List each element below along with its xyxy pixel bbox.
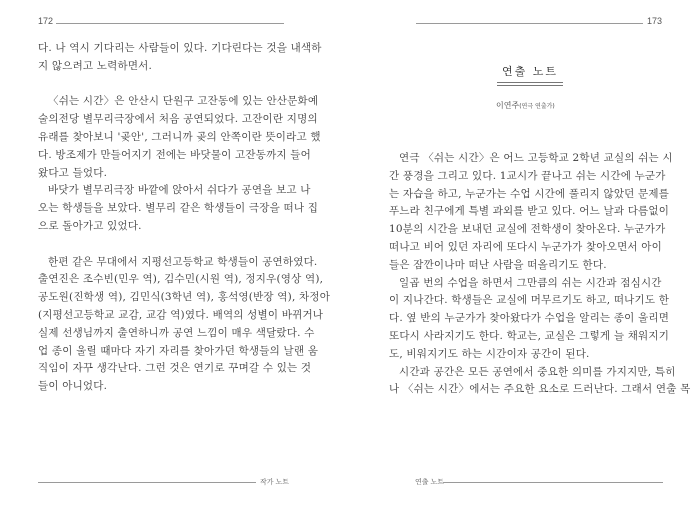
text-line: 10분의 시간을 보내던 교실에 전학생이 찾아온다. 누군가가	[389, 223, 666, 236]
text-line: 바닷가 별무리극장 바깥에 앉아서 쉬다가 공연을 보고 나	[48, 184, 311, 197]
text-line: 〈쉬는 시간〉은 안산시 단원구 고잔동에 있는 안산문화예	[48, 95, 319, 108]
left-body-text	[38, 40, 331, 396]
text-line: 들이 아니었다.	[38, 380, 108, 393]
header-rule	[416, 23, 643, 24]
text-line: 이 지나간다. 학생들은 교실에 머무르기도 하고, 떠나기도 한	[389, 294, 670, 307]
right-body-text	[389, 150, 691, 399]
text-line: 다. 나 역시 기다리는 사람들이 있다. 기다린다는 것을 내색하	[38, 42, 322, 54]
text-line: 는 자습을 하고, 누군가는 수업 시간에 풀리지 않았던 문제를	[389, 187, 670, 200]
running-footer: 연출 노트	[415, 479, 444, 486]
text-line: 한편 같은 무대에서 지평선고등학교 학생들이 공연하였다.	[48, 255, 318, 268]
text-line: 다. 옆 반의 누군가가 찾아왔다가 수업을 알리는 종이 울리면	[389, 312, 670, 325]
author-name: 이연주	[496, 101, 520, 110]
text-line: (지평선고등학교 교감, 교감 역)였다. 배역의 성별이 바뀌거나	[38, 308, 324, 321]
author-credit	[496, 100, 555, 111]
page-number: 173	[647, 16, 663, 26]
section-title	[497, 63, 563, 86]
text-line: 출연진은 조수빈(민우 역), 김수민(시원 역), 정지우(영상 역),	[38, 273, 324, 286]
text-line: 간 풍경을 그리고 있다. 1교시가 끝나고 쉬는 시간에 누군가	[389, 169, 666, 182]
page-number: 172	[38, 16, 54, 26]
section-title-text: 연출 노트	[501, 65, 558, 78]
text-line: 공도원(진학생 역), 김민식(3학년 역), 홍석영(반장 역), 차정아	[38, 291, 331, 304]
text-line: 으로 돌아가고 있었다.	[38, 219, 142, 232]
text-line: 실제 선생님까지 출연하니까 공연 느낌이 매우 색달랐다. 수	[38, 326, 315, 339]
text-line: 업 종이 울릴 때마다 자기 자리를 찾아가던 학생들의 날랜 움	[38, 344, 319, 357]
text-line: 들은 잠깐이나마 떠난 사람을 떠올리기도 한다.	[389, 258, 607, 271]
author-role: (연극 연출가)	[519, 103, 555, 110]
text-line: 떠나고 비어 있던 자리에 또다시 누군가가 찾아오면서 아이	[389, 240, 662, 253]
text-line: 왔다고 들었다.	[38, 166, 108, 179]
text-line: 지 않으려고 노력하면서.	[38, 59, 153, 72]
footer-rule	[38, 482, 256, 483]
text-line: 또다시 사라지기도 한다. 학교는, 교실은 그렇게 늘 채워지기	[389, 329, 670, 342]
text-line: 다. 방조제가 만들어지기 전에는 바닷물이 고잔동까지 들어	[38, 148, 311, 161]
title-underline	[497, 82, 563, 86]
text-line: 직임이 자꾸 생각난다. 그런 것은 연기로 꾸며갈 수 있는 것	[38, 362, 312, 375]
footer-rule	[443, 482, 663, 483]
text-line: 푸느라 친구에게 특별 과외를 받고 있다. 어느 날과 다름없이	[389, 205, 670, 218]
text-line: 나 〈쉬는 시간〉에서는 주요한 요소로 드러난다. 그래서 연출 목	[389, 383, 691, 396]
running-footer: 작가 노트	[260, 479, 289, 486]
text-line: 도, 비워지기도 하는 시간이자 공간이 된다.	[389, 347, 590, 360]
text-line: 시간과 공간은 모든 공연에서 중요한 의미를 가지지만, 특히	[399, 365, 676, 378]
text-line: 유래를 찾아보니 '곶안', 그러니까 곶의 안쪽이란 뜻이라고 했	[38, 130, 321, 143]
header-rule	[56, 23, 284, 24]
text-line: 연극 〈쉬는 시간〉은 어느 고등학교 2학년 교실의 쉬는 시	[399, 152, 673, 164]
text-line: 오는 학생들을 보았다. 별무리 같은 학생들이 극장을 떠나 집	[38, 202, 319, 215]
text-line: 술의전당 별무리극장에서 처음 공연되었다. 고잔이란 지명의	[38, 113, 318, 126]
text-line: 일곱 번의 수업을 하면서 그만큼의 쉬는 시간과 점심시간	[399, 276, 662, 289]
